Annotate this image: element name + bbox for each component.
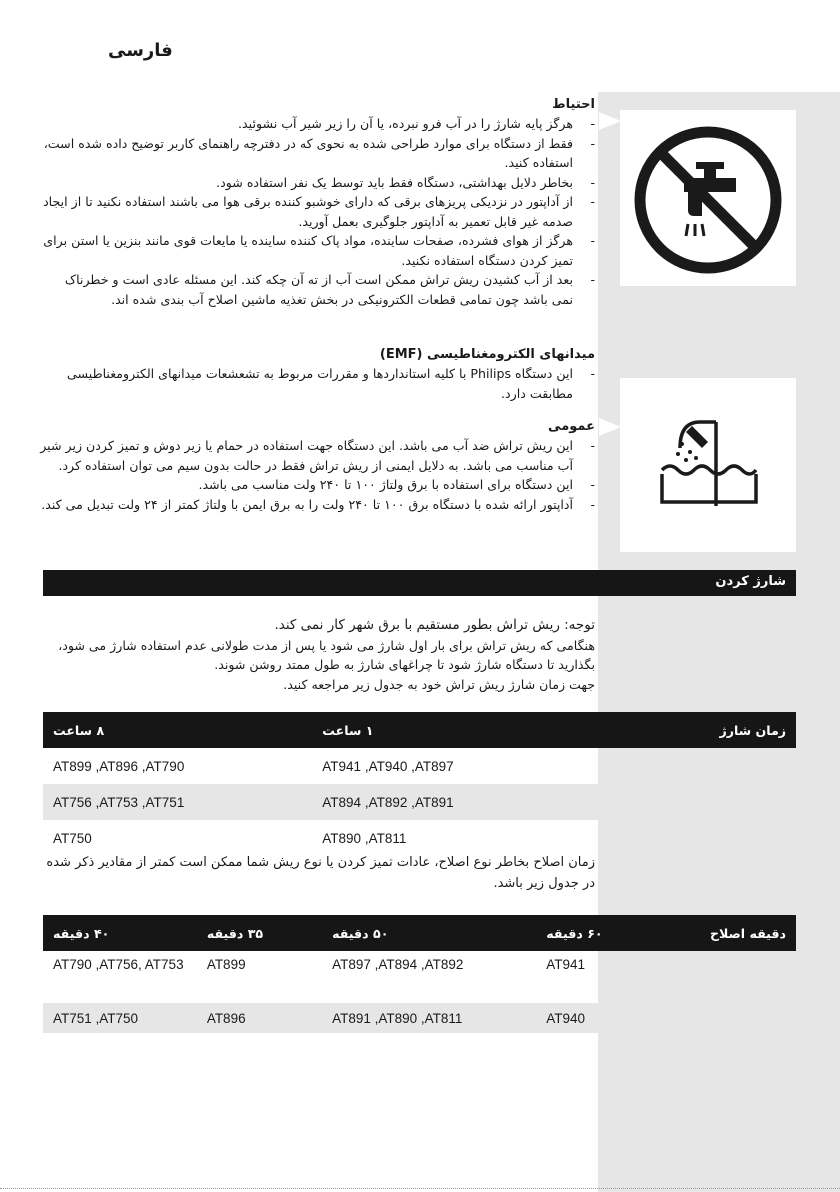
general-heading: عمومی [548, 419, 595, 434]
table-row [43, 1003, 796, 1033]
table-cell: AT790 ,AT756, AT753 [53, 957, 184, 972]
precaution-item: - هرگز پایه شارژ را در آب فرو نبرده، یا آن را زیر شیر آب نشوئید. [238, 116, 595, 131]
table-cell: AT941 [546, 957, 586, 972]
table-cell: AT890 ,AT811 [322, 830, 407, 846]
shave-note-text [40, 852, 595, 894]
table-row [43, 820, 796, 856]
shower-bath-icon [620, 378, 796, 552]
precaution-item: - از آداپتور در نزدیکی پریزهای برقی که دارای خوشبو کننده برقی هوا می باشند استفاده نکنید تا از ایجاد صدمه غیر قابل تعمیر به آداپتور جلوگیری بعمل آورید. [43, 194, 595, 229]
charging-note: توجه: ریش تراش بطور مستقیم با برق شهر کار نمی کند. [274, 617, 595, 633]
general-section [40, 418, 595, 514]
precaution-item: - بخاطر دلایل بهداشتی، دستگاه فقط باید توسط یک نفر استفاده شود. [216, 174, 595, 190]
shave-time-table [43, 915, 796, 1033]
emf-item: - این دستگاه Philips با کلیه استانداردها و مقررات مربوط به تشعشعات میدانهای الکترومغناطیسی مطابقت دارد. [67, 366, 595, 401]
table-cell: AT899 ,AT896 ,AT790 [53, 758, 185, 774]
table-cell: AT894 ,AT892 ,AT891 [312, 784, 591, 820]
charge-time-table [43, 712, 796, 856]
table-cell: AT896 [197, 1003, 322, 1033]
page-bottom-divider [0, 1188, 840, 1189]
table-cell: AT941 ,AT940 ,AT897 [322, 758, 454, 774]
charging-text [40, 616, 595, 694]
table-header: ۶۰ دقیقه [536, 915, 685, 951]
table-header: ۸ ساعت [43, 712, 312, 748]
table-header-row [43, 712, 796, 748]
charging-title: شارژ کردن [715, 574, 786, 589]
table-cell [592, 748, 796, 784]
table-cell: AT899 [206, 957, 246, 972]
language-title: فارسی [108, 40, 173, 61]
table-cell: AT750 [53, 830, 92, 846]
table-header: ۵۰ دقیقه [322, 915, 536, 951]
precautions-section [40, 96, 595, 309]
table-header-row [43, 915, 796, 951]
precautions-heading: احتیاط [552, 97, 595, 112]
table-cell [592, 784, 796, 820]
shave-time-note: زمان اصلاح بخاطر نوع اصلاح، عادات تمیز کردن یا نوع ریش شما ممکن است کمتر از مقادیر ذکر شده در جدول زیر باشد. [46, 855, 595, 891]
charging-table-reference: جهت زمان شارژ ریش تراش خود به جدول زیر مراجعه کنید. [283, 676, 595, 692]
table-header: ۱ ساعت [312, 712, 591, 748]
table-cell: AT897 ,AT894 ,AT892 [332, 957, 464, 972]
callout-arrow [599, 112, 621, 130]
table-row [43, 748, 796, 784]
table-header: ۳۵ دقیقه [197, 915, 322, 951]
table-cell: AT940 [536, 1003, 685, 1033]
table-header: دقیقه اصلاح [685, 915, 796, 951]
table-row [43, 784, 796, 820]
table-cell: AT891 ,AT890 ,AT811 [322, 1003, 536, 1033]
table-cell: AT756 ,AT753 ,AT751 [43, 784, 312, 820]
charging-section-bar [43, 570, 796, 596]
no-water-tap-icon [620, 110, 796, 286]
general-item: - این ریش تراش ضد آب می باشد. این دستگاه جهت استفاده در حمام یا زیر دوش و تمیز کردن زیر شیر آب مناسب می باشد. به دلایل ایمنی از ریش تراش فقط در حالت بدون سیم می توان استفاده کرد. [40, 438, 595, 473]
table-cell [592, 820, 796, 856]
general-item: - آداپتور ارائه شده با دستگاه برق ۱۰۰ تا ۲۴۰ ولت را به برق ایمن با ولتاژ کمتر از ۲۴ ولت تبدیل می کند. [41, 496, 595, 512]
precaution-item: - فقط از دستگاه برای موارد طراحی شده به نحوی که در دفترچه راهنمای کاربر توضیح داده شده است، استفاده کنید. [43, 135, 595, 170]
precaution-item: - هرگز از هوای فشرده، صفحات ساینده، مواد پاک کننده ساینده یا مایعات قوی مانند بنزین یا استن برای تمیز کردن دستگاه استفاده نکنید. [43, 233, 595, 268]
table-header: ۴۰ دقیقه [43, 915, 197, 951]
no-water-panel [620, 110, 796, 286]
general-item: - این دستگاه برای استفاده با برق ولتاژ ۱۰۰ تا ۲۴۰ ولت مناسب می باشد. [198, 477, 595, 492]
emf-section [40, 346, 595, 403]
table-row [43, 951, 796, 1003]
table-header: زمان شارژ [592, 712, 796, 748]
callout-arrow [599, 418, 621, 436]
shower-panel [620, 378, 796, 552]
table-cell [685, 1003, 796, 1033]
charging-paragraph: هنگامی که ریش تراش برای بار اول شارژ می شود یا پس از مدت طولانی عدم استفاده شارژ می شود، بگذارید تا دستگاه شارژ شود تا چراغهای شارژ به طول ممتد روشن شوند. [58, 637, 595, 672]
emf-heading: میدانهای الکترومغناطیسی (EMF) [379, 347, 595, 362]
table-cell [685, 951, 796, 1003]
precaution-item: - بعد از آب کشیدن ریش تراش ممکن است آب از ته آن چکه کند. این مسئله عادی است و خطرناک نمی باشد چون تمامی قطعات الکترونیکی در بخش تغذیه ماشین اصلاح آب بندی شده اند. [64, 272, 595, 307]
table-cell: AT751 ,AT750 [43, 1003, 197, 1033]
